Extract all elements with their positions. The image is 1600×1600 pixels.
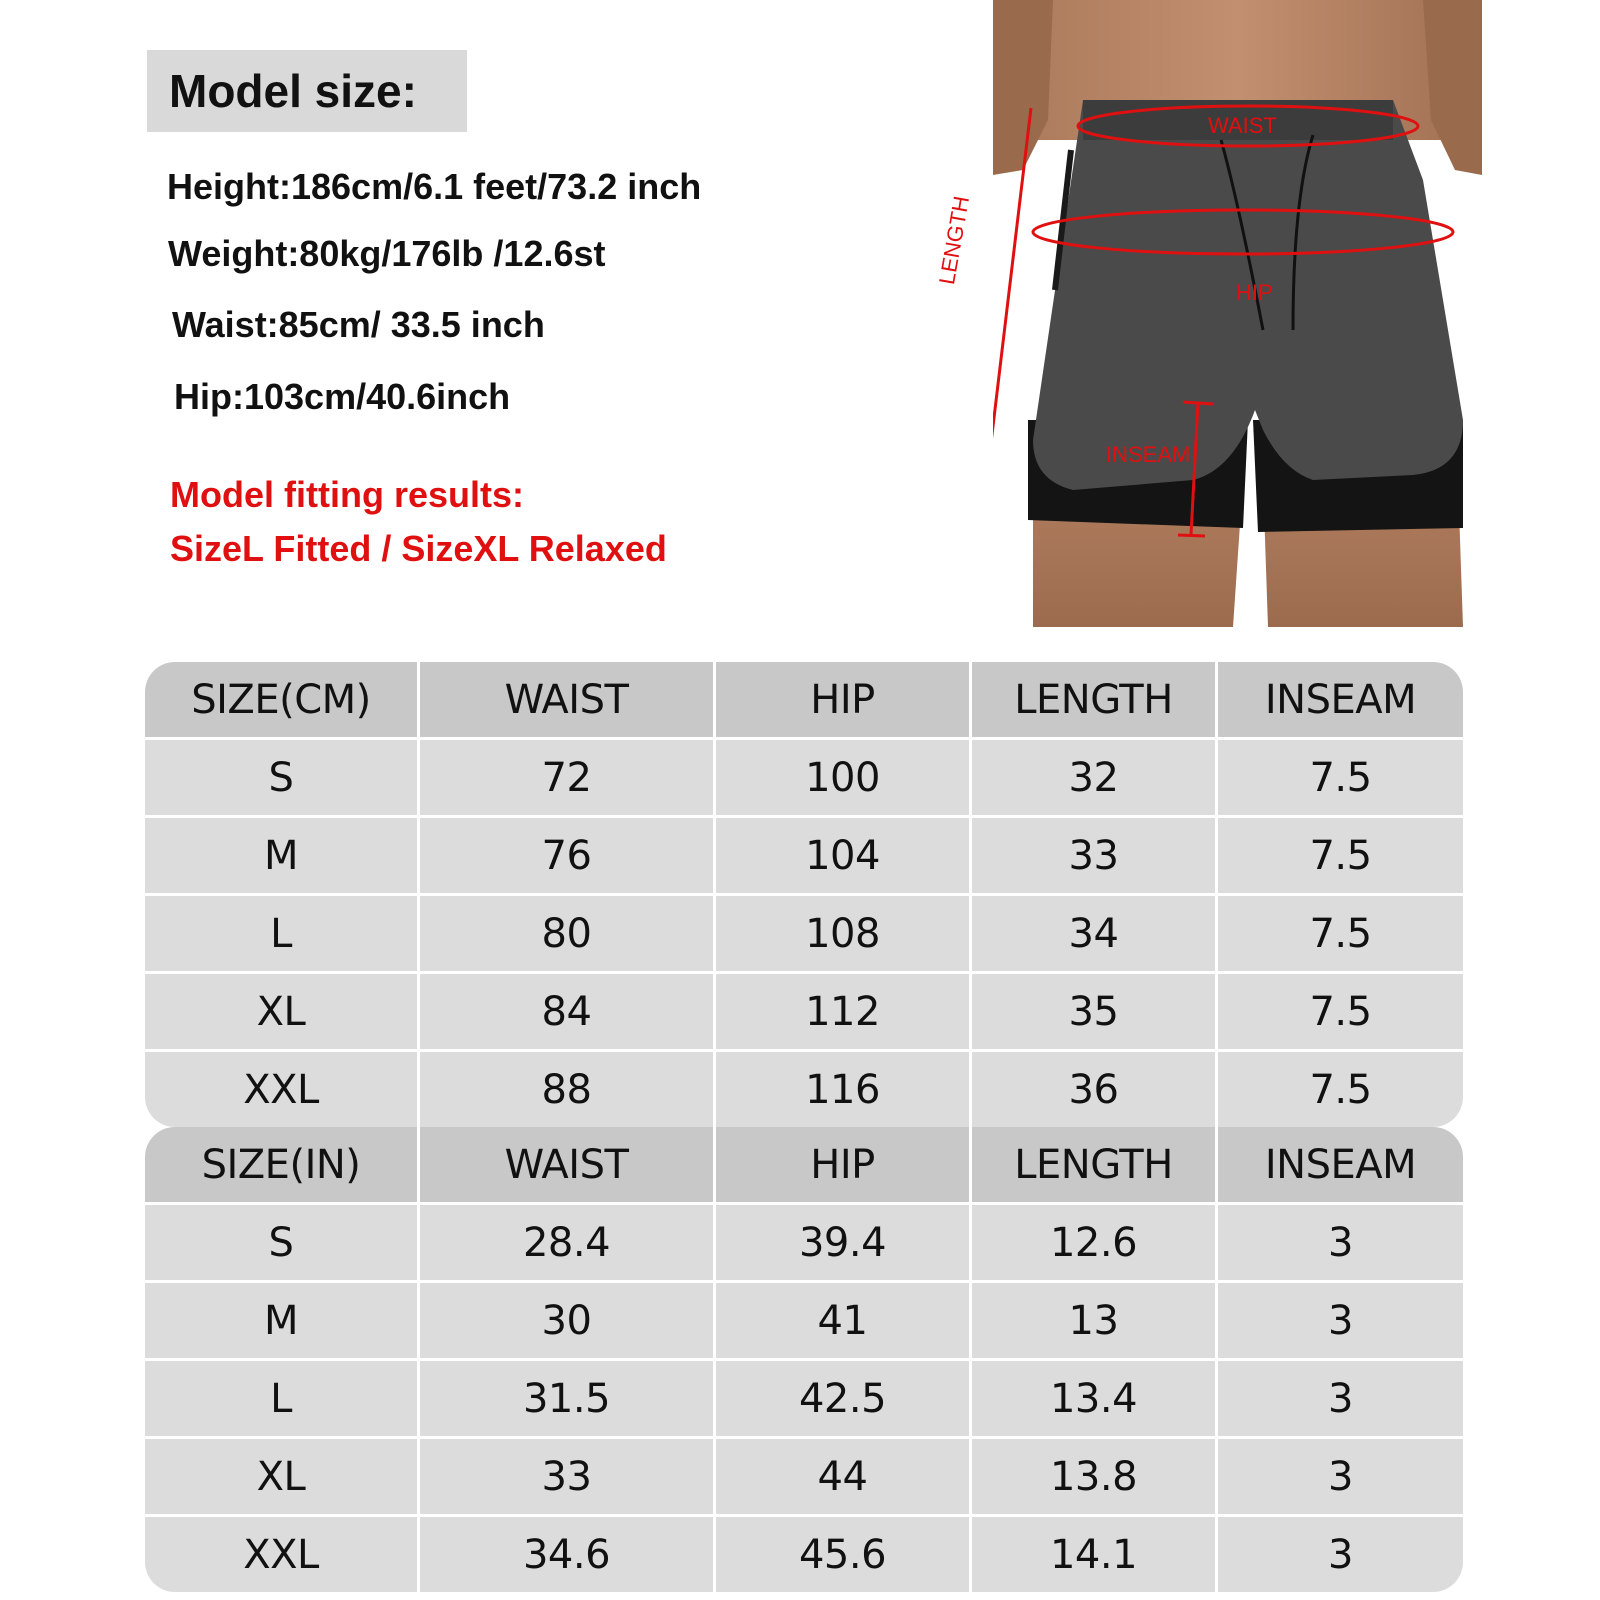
cell-length: 13.4: [972, 1361, 1215, 1436]
table-header-row: [145, 662, 1463, 737]
cell-inseam: 7.5: [1218, 974, 1463, 1049]
cell-size: L: [145, 1361, 417, 1436]
cell-length: 13: [972, 1283, 1215, 1358]
header-inseam: INSEAM: [1218, 1127, 1463, 1202]
cell-hip: 39.4: [716, 1205, 969, 1280]
header-inseam: INSEAM: [1218, 662, 1463, 737]
header-hip: HIP: [716, 1127, 969, 1202]
cell-waist: 72: [420, 740, 713, 815]
table-row: [145, 1052, 1463, 1127]
cell-size: M: [145, 1283, 417, 1358]
cell-size: M: [145, 818, 417, 893]
cell-inseam: 7.5: [1218, 896, 1463, 971]
cell-waist: 34.6: [420, 1517, 713, 1592]
cell-inseam: 3: [1218, 1517, 1463, 1592]
cell-waist: 84: [420, 974, 713, 1049]
table-row: [145, 740, 1463, 815]
size-table-cm: [145, 662, 1463, 1127]
cell-length: 12.6: [972, 1205, 1215, 1280]
fit-result: SizeL Fitted / SizeXL Relaxed: [170, 528, 667, 569]
model-size-title: Model size:: [169, 65, 417, 117]
cell-hip: 41: [716, 1283, 969, 1358]
cell-waist: 33: [420, 1439, 713, 1514]
header-waist: WAIST: [420, 662, 713, 737]
cell-waist: 28.4: [420, 1205, 713, 1280]
cell-size: XL: [145, 1439, 417, 1514]
table-row: [145, 1205, 1463, 1280]
right-arm: [1423, 0, 1482, 175]
cell-inseam: 7.5: [1218, 1052, 1463, 1127]
cell-size: S: [145, 740, 417, 815]
cell-hip: 100: [716, 740, 969, 815]
cell-length: 35: [972, 974, 1215, 1049]
cell-hip: 112: [716, 974, 969, 1049]
table-row: [145, 974, 1463, 1049]
table-row: [145, 1283, 1463, 1358]
cell-length: 34: [972, 896, 1215, 971]
cell-size: XXL: [145, 1052, 417, 1127]
cell-length: 32: [972, 740, 1215, 815]
cell-hip: 45.6: [716, 1517, 969, 1592]
cell-inseam: 3: [1218, 1361, 1463, 1436]
cell-inseam: 3: [1218, 1205, 1463, 1280]
cell-length: 13.8: [972, 1439, 1215, 1514]
cell-waist: 80: [420, 896, 713, 971]
header-length: LENGTH: [972, 662, 1215, 737]
cell-waist: 76: [420, 818, 713, 893]
cell-waist: 31.5: [420, 1361, 713, 1436]
hip-label: HIP: [1236, 280, 1273, 305]
waist-label: WAIST: [1208, 113, 1277, 138]
table-row: [145, 896, 1463, 971]
cell-size: XXL: [145, 1517, 417, 1592]
cell-length: 36: [972, 1052, 1215, 1127]
model-waist: Waist:85cm/ 33.5 inch: [172, 304, 545, 345]
cell-hip: 116: [716, 1052, 969, 1127]
cell-size: L: [145, 896, 417, 971]
length-label: LENGTH: [934, 194, 975, 287]
table-row: [145, 1439, 1463, 1514]
header-length: LENGTH: [972, 1127, 1215, 1202]
cell-inseam: 7.5: [1218, 818, 1463, 893]
cell-inseam: 3: [1218, 1283, 1463, 1358]
table-row: [145, 1517, 1463, 1592]
cell-length: 33: [972, 818, 1215, 893]
header-size: SIZE(IN): [145, 1127, 417, 1202]
cell-size: S: [145, 1205, 417, 1280]
table-row: [145, 818, 1463, 893]
model-height: Height:186cm/6.1 feet/73.2 inch: [167, 166, 702, 207]
header-hip: HIP: [716, 662, 969, 737]
model-weight: Weight:80kg/176lb /12.6st: [168, 233, 606, 274]
header-size: SIZE(CM): [145, 662, 417, 737]
cell-size: XL: [145, 974, 417, 1049]
size-table-in: [145, 1127, 1463, 1592]
cell-inseam: 7.5: [1218, 740, 1463, 815]
cell-hip: 42.5: [716, 1361, 969, 1436]
cell-hip: 104: [716, 818, 969, 893]
inseam-label: INSEAM: [1106, 442, 1191, 467]
cell-waist: 30: [420, 1283, 713, 1358]
cell-length: 14.1: [972, 1517, 1215, 1592]
cell-hip: 108: [716, 896, 969, 971]
table-row: [145, 1361, 1463, 1436]
cell-inseam: 3: [1218, 1439, 1463, 1514]
table-header-row: [145, 1127, 1463, 1202]
header-waist: WAIST: [420, 1127, 713, 1202]
left-arm: [993, 0, 1053, 175]
model-size-heading-box: [147, 50, 467, 132]
cell-hip: 44: [716, 1439, 969, 1514]
fit-heading: Model fitting results:: [170, 474, 524, 515]
shorts-photo: [993, 0, 1482, 627]
cell-waist: 88: [420, 1052, 713, 1127]
model-hip: Hip:103cm/40.6inch: [174, 376, 511, 417]
